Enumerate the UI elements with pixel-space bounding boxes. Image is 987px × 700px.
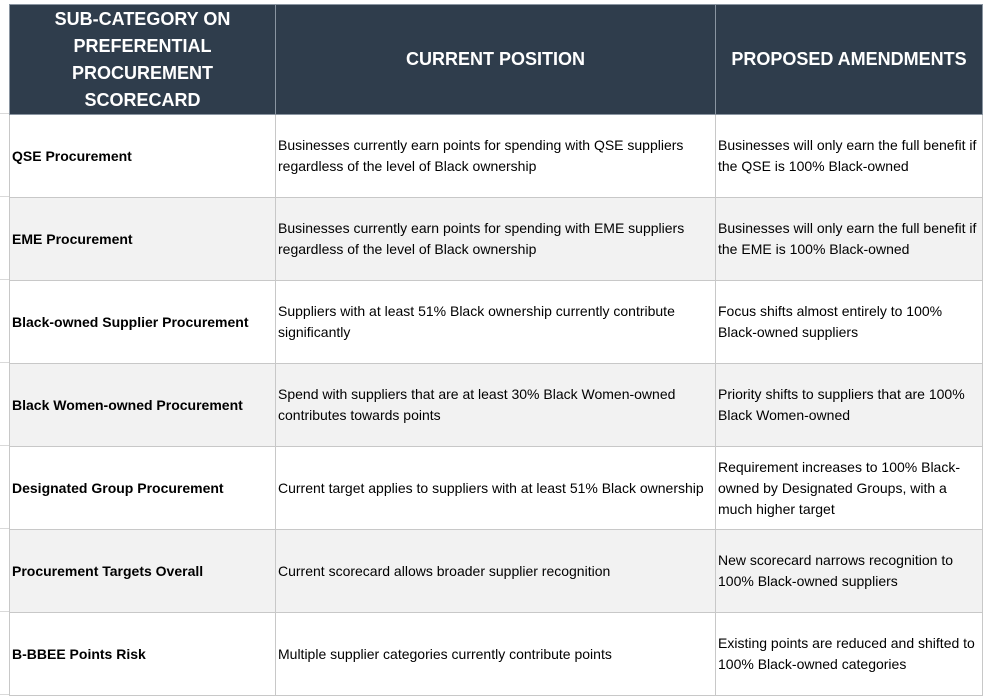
proposed-amendment-cell[interactable]: Businesses will only earn the full benefit if the QSE is 100% Black-owned <box>716 115 983 198</box>
gridline-left-margin <box>0 113 9 114</box>
table-row <box>10 281 983 364</box>
current-position-cell[interactable]: Spend with suppliers that are at least 30% Black Women-owned contributes towards points <box>276 364 716 447</box>
header-row <box>10 5 983 115</box>
current-position-cell[interactable]: Current scorecard allows broader supplier recognition <box>276 530 716 613</box>
gridline-left-margin <box>0 362 9 363</box>
current-position-cell[interactable]: Businesses currently earn points for spending with EME suppliers regardless of the level of Black ownership <box>276 198 716 281</box>
current-position-cell[interactable]: Businesses currently earn points for spending with QSE suppliers regardless of the level of Black ownership <box>276 115 716 198</box>
table-row <box>10 364 983 447</box>
category-cell[interactable]: Black-owned Supplier Procurement <box>10 281 276 364</box>
current-position-cell[interactable]: Suppliers with at least 51% Black ownership currently contribute significantly <box>276 281 716 364</box>
scorecard-table <box>9 4 983 696</box>
proposed-amendment-cell[interactable]: Requirement increases to 100% Black-owned by Designated Groups, with a much higher target <box>716 447 983 530</box>
current-position-cell[interactable]: Current target applies to suppliers with at least 51% Black ownership <box>276 447 716 530</box>
header-cell-proposed-amendments[interactable]: PROPOSED AMENDMENTS <box>716 5 983 115</box>
proposed-amendment-cell[interactable]: Businesses will only earn the full benefit if the EME is 100% Black-owned <box>716 198 983 281</box>
table-row <box>10 530 983 613</box>
category-cell[interactable]: Procurement Targets Overall <box>10 530 276 613</box>
proposed-amendment-cell[interactable]: New scorecard narrows recognition to 100% Black-owned suppliers <box>716 530 983 613</box>
current-position-cell[interactable]: Multiple supplier categories currently contribute points <box>276 613 716 696</box>
proposed-amendment-cell[interactable]: Priority shifts to suppliers that are 100% Black Women-owned <box>716 364 983 447</box>
gridline-left-margin <box>0 279 9 280</box>
table-row <box>10 613 983 696</box>
header-cell-subcategory[interactable]: SUB-CATEGORY ON PREFERENTIAL PROCUREMENT SCORECARD <box>10 5 276 115</box>
category-cell[interactable]: B-BBEE Points Risk <box>10 613 276 696</box>
proposed-amendment-cell[interactable]: Focus shifts almost entirely to 100% Black-owned suppliers <box>716 281 983 364</box>
gridline-left-margin <box>0 611 9 612</box>
table-row <box>10 198 983 281</box>
category-cell[interactable]: QSE Procurement <box>10 115 276 198</box>
category-cell[interactable]: Designated Group Procurement <box>10 447 276 530</box>
proposed-amendment-cell[interactable]: Existing points are reduced and shifted to 100% Black-owned categories <box>716 613 983 696</box>
gridline-left-margin <box>0 445 9 446</box>
table-row <box>10 115 983 198</box>
category-cell[interactable]: EME Procurement <box>10 198 276 281</box>
table-row <box>10 447 983 530</box>
header-cell-current-position[interactable]: CURRENT POSITION <box>276 5 716 115</box>
gridline-left-margin <box>0 196 9 197</box>
gridline-left-margin <box>0 694 9 695</box>
gridline-left-margin <box>0 528 9 529</box>
category-cell[interactable]: Black Women-owned Procurement <box>10 364 276 447</box>
